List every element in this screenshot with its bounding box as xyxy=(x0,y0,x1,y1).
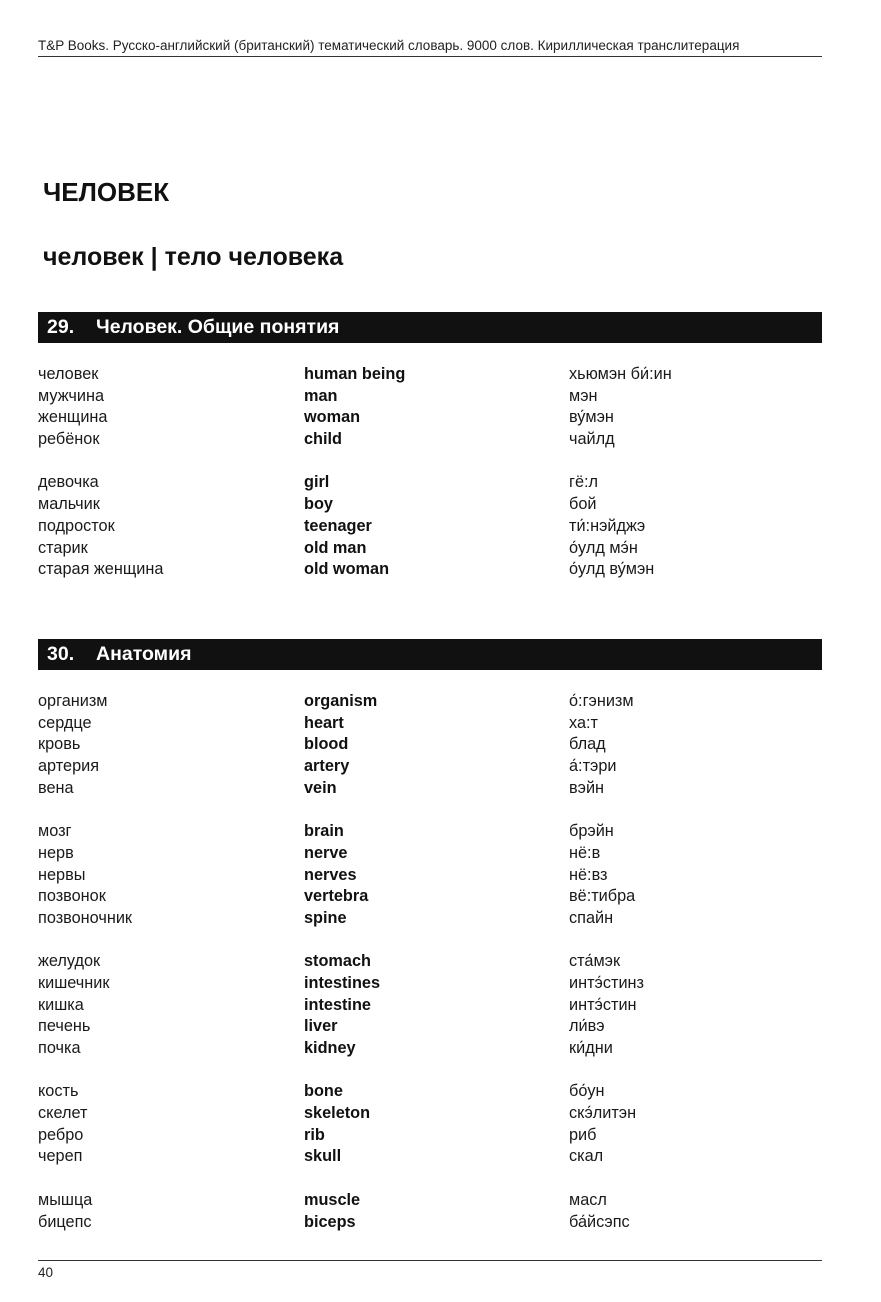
english-word: vein xyxy=(304,778,337,797)
transliteration: ки́дни xyxy=(569,1039,613,1057)
russian-word: старая женщина xyxy=(38,560,164,579)
transliteration: скал xyxy=(569,1147,604,1166)
english-word: bone xyxy=(304,1082,343,1101)
russian-word: организм xyxy=(38,692,108,710)
vocab-row xyxy=(38,364,822,386)
transliteration: бой xyxy=(569,495,597,514)
vocab-row xyxy=(38,516,822,538)
vocab-row xyxy=(38,843,822,865)
transliteration: хьюмэн би́:ин xyxy=(569,365,672,383)
russian-word: скелет xyxy=(38,1104,88,1123)
russian-word: кишка xyxy=(38,995,84,1014)
section-title: Человек. Общие понятия xyxy=(96,316,340,338)
vocab-row xyxy=(38,472,822,494)
english-word: man xyxy=(304,386,338,405)
russian-word: кровь xyxy=(38,735,81,754)
russian-word: подросток xyxy=(38,516,115,535)
vocab-row xyxy=(38,386,822,408)
transliteration: а́:тэри xyxy=(569,757,617,776)
chapter-subtitle: человек | тело человека xyxy=(43,243,344,271)
vocab-row xyxy=(38,1016,822,1038)
transliteration: о́:гэнизм xyxy=(569,692,634,710)
page-number: 40 xyxy=(38,1265,54,1280)
russian-word: девочка xyxy=(38,473,99,492)
russian-word: череп xyxy=(38,1147,83,1166)
transliteration: нё:вз xyxy=(569,865,608,884)
russian-word: старик xyxy=(38,538,88,557)
russian-word: позвонок xyxy=(38,887,106,906)
russian-word: желудок xyxy=(38,952,101,971)
english-word: child xyxy=(304,430,342,449)
word-group xyxy=(38,951,822,1059)
english-word: liver xyxy=(304,1017,338,1036)
english-word: heart xyxy=(304,713,344,732)
russian-word: человек xyxy=(38,365,99,383)
english-word: old woman xyxy=(304,560,390,579)
vocab-row xyxy=(38,1103,822,1125)
russian-word: нервы xyxy=(38,865,86,884)
transliteration: о́улд мэ́н xyxy=(569,538,638,557)
english-word: organism xyxy=(304,692,378,710)
vocab-row xyxy=(38,995,822,1017)
vocab-row xyxy=(38,821,822,843)
transliteration: брэйн xyxy=(569,822,614,841)
russian-word: позвоночник xyxy=(38,908,133,927)
transliteration: масл xyxy=(569,1190,607,1209)
section-30-vocab xyxy=(38,691,822,1255)
russian-word: кость xyxy=(38,1082,79,1101)
transliteration: блад xyxy=(569,735,606,754)
vocab-row xyxy=(38,538,822,560)
english-word: spine xyxy=(304,908,347,927)
russian-word: нерв xyxy=(38,843,74,862)
transliteration: скэ́литэн xyxy=(569,1104,637,1123)
vocab-row xyxy=(38,951,822,973)
russian-word: мозг xyxy=(38,822,72,841)
english-word: rib xyxy=(304,1125,325,1144)
russian-word: артерия xyxy=(38,757,100,776)
word-group xyxy=(38,821,822,929)
vocab-row xyxy=(38,886,822,908)
russian-word: кишечник xyxy=(38,973,110,992)
vocab-row xyxy=(38,1190,822,1212)
transliteration: о́улд ву́мэн xyxy=(569,560,655,579)
english-word: woman xyxy=(304,408,361,427)
english-word: boy xyxy=(304,495,333,514)
transliteration: вё:тибра xyxy=(569,887,636,906)
transliteration: интэ́стинз xyxy=(569,973,644,992)
vocab-row xyxy=(38,756,822,778)
vocab-row xyxy=(38,778,822,800)
footer-rule xyxy=(38,1260,822,1261)
transliteration: ба́йсэпс xyxy=(569,1212,630,1231)
russian-word: ребёнок xyxy=(38,430,100,449)
russian-word: мальчик xyxy=(38,495,100,514)
english-word: artery xyxy=(304,757,350,776)
vocab-row xyxy=(38,429,822,451)
english-word: girl xyxy=(304,473,330,492)
transliteration: интэ́стин xyxy=(569,995,637,1014)
section-number: 30. xyxy=(47,643,75,665)
russian-word: мышца xyxy=(38,1190,93,1209)
transliteration: вэйн xyxy=(569,778,605,797)
vocab-row xyxy=(38,1125,822,1147)
chapter-title: ЧЕЛОВЕК xyxy=(43,177,170,207)
transliteration: ста́мэк xyxy=(569,952,621,971)
transliteration: ха:т xyxy=(569,713,598,732)
russian-word: ребро xyxy=(38,1125,84,1144)
transliteration: ти́:нэйджэ xyxy=(569,516,646,535)
english-word: skull xyxy=(304,1147,342,1166)
vocab-row xyxy=(38,734,822,756)
transliteration: нё:в xyxy=(569,843,601,862)
english-word: blood xyxy=(304,735,349,754)
section-29-vocab xyxy=(38,364,822,603)
transliteration: чайлд xyxy=(569,430,615,449)
transliteration: бо́ун xyxy=(569,1082,605,1101)
vocab-row xyxy=(38,1038,822,1060)
russian-word: печень xyxy=(38,1017,91,1036)
vocab-row xyxy=(38,713,822,735)
vocab-row xyxy=(38,973,822,995)
english-word: muscle xyxy=(304,1190,361,1209)
english-word: old man xyxy=(304,538,367,557)
english-word: stomach xyxy=(304,952,371,971)
word-group xyxy=(38,364,822,451)
english-word: vertebra xyxy=(304,887,369,906)
transliteration: гё:л xyxy=(569,473,599,492)
vocab-row xyxy=(38,1212,822,1234)
vocab-row xyxy=(38,1146,822,1168)
russian-word: бицепс xyxy=(38,1212,92,1231)
english-word: intestines xyxy=(304,973,381,992)
running-header: T&P Books. Русско-английский (британский) тематический словарь. 9000 слов. Кириллическая транслитерация xyxy=(38,38,822,57)
russian-word: женщина xyxy=(38,408,108,427)
russian-word: вена xyxy=(38,778,74,797)
transliteration: риб xyxy=(569,1125,597,1144)
word-group xyxy=(38,472,822,580)
vocab-row xyxy=(38,1081,822,1103)
english-word: brain xyxy=(304,822,344,841)
word-group xyxy=(38,1190,822,1233)
vocab-row xyxy=(38,494,822,516)
transliteration: ву́мэн xyxy=(569,408,614,427)
english-word: teenager xyxy=(304,516,372,535)
transliteration: спайн xyxy=(569,908,614,927)
section-29-header xyxy=(38,312,822,343)
english-word: human being xyxy=(304,365,406,383)
section-number: 29. xyxy=(47,316,75,338)
vocab-row xyxy=(38,407,822,429)
vocab-row xyxy=(38,908,822,930)
russian-word: сердце xyxy=(38,713,92,732)
transliteration: ли́вэ xyxy=(569,1017,605,1036)
english-word: kidney xyxy=(304,1039,356,1057)
word-group xyxy=(38,1081,822,1168)
word-group xyxy=(38,691,822,799)
russian-word: почка xyxy=(38,1039,81,1057)
vocab-row xyxy=(38,559,822,581)
russian-word: мужчина xyxy=(38,386,105,405)
english-word: nerve xyxy=(304,843,348,862)
vocab-row xyxy=(38,691,822,713)
section-title: Анатомия xyxy=(96,643,192,665)
transliteration: мэн xyxy=(569,386,598,405)
english-word: biceps xyxy=(304,1212,356,1231)
english-word: skeleton xyxy=(304,1104,371,1123)
english-word: intestine xyxy=(304,995,371,1014)
vocab-row xyxy=(38,865,822,887)
section-30-header xyxy=(38,639,822,670)
english-word: nerves xyxy=(304,865,357,884)
